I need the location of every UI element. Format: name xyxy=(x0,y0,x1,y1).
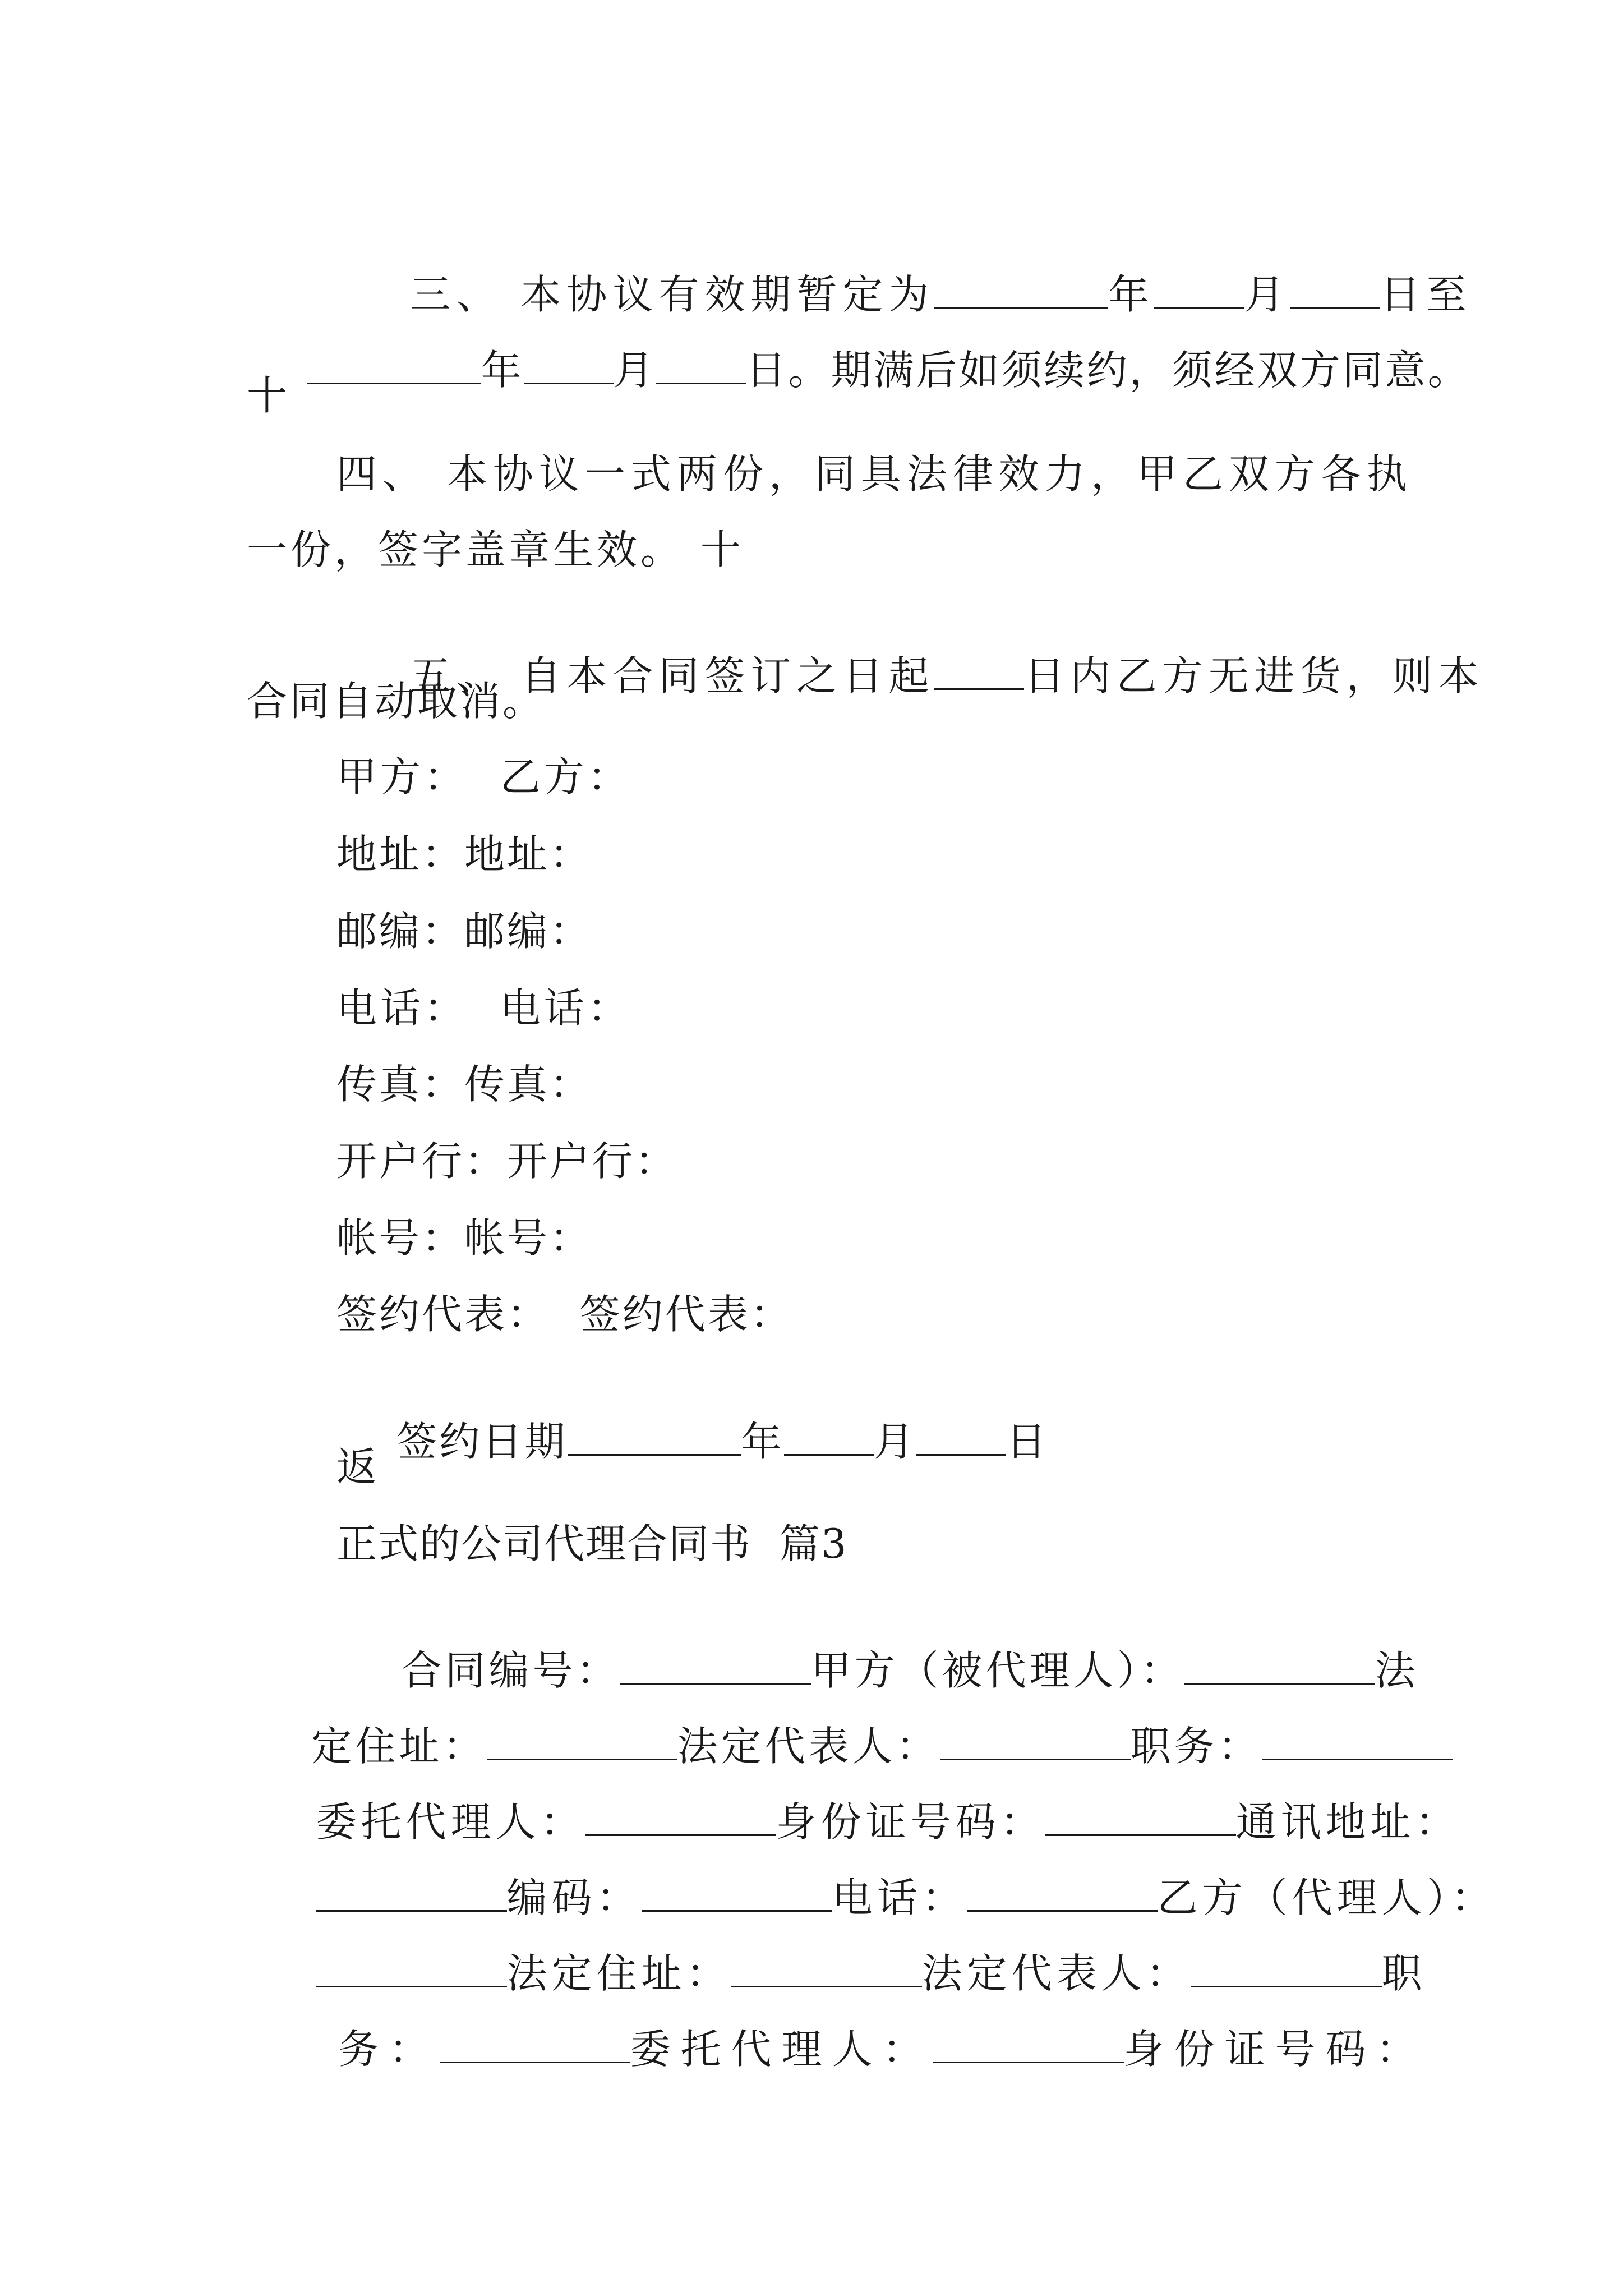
year-label: 年 xyxy=(481,347,524,394)
clause-3-line-2 xyxy=(247,295,1470,394)
contract-line-2 xyxy=(247,1671,1453,1770)
contract-line-3 xyxy=(247,1746,1460,1846)
year-blank xyxy=(307,349,481,384)
clause-5-line-2: 合同自动取消。 xyxy=(247,678,546,725)
legal-address-label: 法定住址： xyxy=(506,1950,731,1997)
day-blank xyxy=(656,349,746,384)
signing-date-label: 签约日期 xyxy=(396,1418,568,1465)
year-blank xyxy=(568,1420,741,1456)
id-number-label: 身份证号码： xyxy=(776,1798,1045,1846)
postcode-label: 邮编：邮编： xyxy=(336,908,593,955)
fax-label: 传真：传真： xyxy=(336,1061,593,1108)
postcode-label: 编码： xyxy=(506,1874,642,1921)
legal-address-start: 法 xyxy=(1375,1647,1419,1694)
year-label: 年 xyxy=(741,1418,784,1465)
month-label: 月 xyxy=(873,1418,916,1465)
contract-line-4 xyxy=(247,1822,1496,1921)
section-title: 正式的公司代理合同书 篇3 xyxy=(336,1520,848,1567)
id-number-label: 身份证号码： xyxy=(1123,2026,1427,2073)
position-start: 职 xyxy=(1381,1950,1427,1997)
contract-line-5 xyxy=(247,1898,1427,1997)
contract-number-label: 合同编号： xyxy=(401,1647,620,1694)
position-blank xyxy=(440,2028,630,2063)
party-label: 甲方： 乙方： xyxy=(336,753,631,800)
month-blank xyxy=(524,349,614,384)
day-blank xyxy=(916,1420,1006,1456)
position-label: 职务： xyxy=(1130,1723,1262,1770)
bank-label: 开户行：开户行： xyxy=(336,1138,678,1185)
clause-3-line-3: 十 xyxy=(247,372,288,419)
clause-4-line-2: 一份，签字盖章生效。 十 xyxy=(247,526,744,573)
phone-label: 电话： xyxy=(832,1874,967,1921)
phone-label: 电话： 电话： xyxy=(336,984,631,1032)
representative-label: 签约代表： 签约代表： xyxy=(336,1291,793,1338)
clause-4-line-1: 四、 本协议一式两份，同具法律效力，甲乙双方各执 xyxy=(336,450,1413,498)
clause-5-text-2: 日内乙方无进货，则本 xyxy=(1024,652,1484,700)
position-end: 务： xyxy=(338,2026,440,2073)
day-label: 日至 xyxy=(1380,271,1472,318)
day-label: 日 xyxy=(1006,1418,1049,1465)
party-a-label: 甲方（被代理人）： xyxy=(810,1647,1184,1694)
signing-date xyxy=(336,1366,1049,1465)
contract-line-6 xyxy=(247,1973,1427,2073)
address-label: 地址：地址： xyxy=(336,831,593,878)
clause-5-line-1 xyxy=(336,600,1484,700)
month-label: 月 xyxy=(613,347,656,394)
contract-line-1 xyxy=(336,1595,1419,1694)
agent-label: 委托代理人： xyxy=(630,2026,933,2073)
party-b-label: 乙方（代理人）： xyxy=(1157,1874,1496,1921)
legal-address-label: 定住址： xyxy=(311,1723,487,1770)
mailing-address-label: 通讯地址： xyxy=(1235,1798,1460,1846)
clause-3-tail: 日。期满后如须续约，须经双方同意。 xyxy=(745,347,1470,394)
legal-rep-label: 法定代表人： xyxy=(677,1723,940,1770)
account-label: 帐号：帐号： xyxy=(336,1214,593,1262)
clause-3-line-1 xyxy=(336,219,1472,318)
clause-3-text: 三、 本协议有效期暂定为 xyxy=(410,271,935,318)
month-label: 月 xyxy=(1244,271,1290,318)
month-blank xyxy=(784,1420,874,1456)
agent-label: 委托代理人： xyxy=(316,1798,585,1846)
legal-rep-label: 法定代表人： xyxy=(921,1950,1191,1997)
days-blank xyxy=(934,655,1024,690)
year-label: 年 xyxy=(1108,271,1155,318)
return-text: 返 xyxy=(336,1443,377,1490)
clause-5-text: 五、 自本合同签订之日起 xyxy=(410,652,935,700)
agent-blank xyxy=(933,2028,1124,2063)
